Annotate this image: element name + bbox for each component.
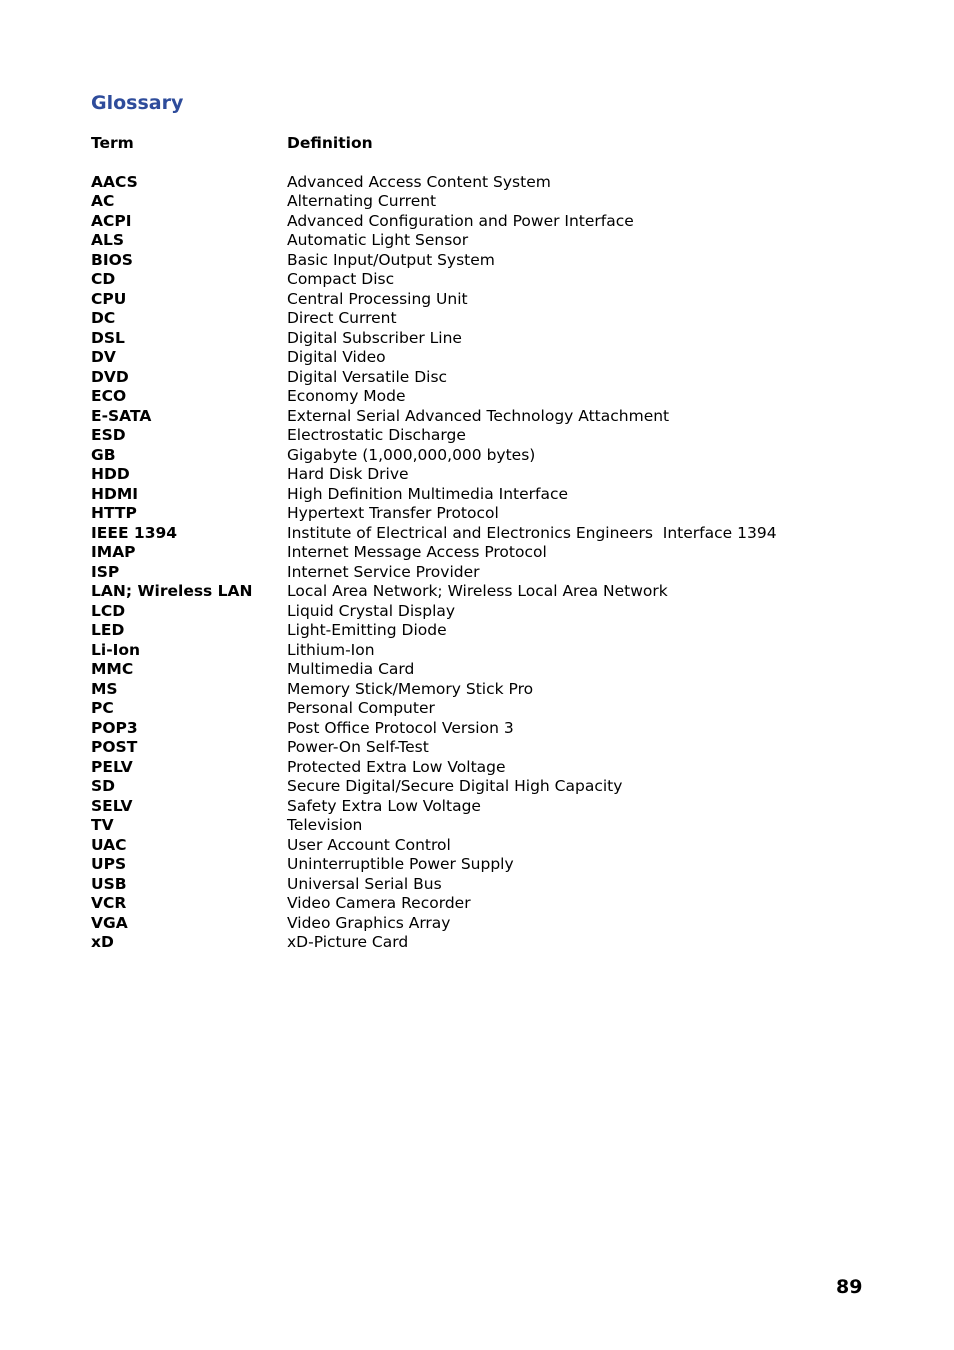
glossary-entry — [91, 407, 871, 427]
glossary-entry — [91, 738, 871, 758]
glossary-definition: Advanced Configuration and Power Interface — [287, 211, 634, 230]
glossary-definition: Post Office Protocol Version 3 — [287, 718, 514, 737]
glossary-definition: Personal Computer — [287, 699, 435, 717]
glossary-definition: xD-Picture Card — [287, 933, 409, 951]
glossary-term: GB — [91, 445, 116, 464]
glossary-entry — [91, 602, 871, 622]
glossary-definition: External Serial Advanced Technology Attachment — [287, 406, 670, 425]
glossary-header-row — [91, 134, 871, 154]
glossary-entry — [91, 251, 871, 271]
glossary-term: BIOS — [91, 250, 133, 269]
glossary-entry — [91, 504, 871, 524]
glossary-definition: User Account Control — [287, 835, 451, 854]
glossary-definition: Hypertext Transfer Protocol — [287, 504, 499, 522]
glossary-entry — [91, 582, 871, 602]
glossary-definition: Protected Extra Low Voltage — [287, 757, 506, 776]
glossary-definition: Hard Disk Drive — [287, 465, 409, 483]
glossary-entry — [91, 699, 871, 719]
glossary-term: IMAP — [91, 543, 136, 561]
glossary-term: ISP — [91, 562, 120, 581]
glossary-entry — [91, 933, 871, 953]
glossary-entry — [91, 485, 871, 505]
glossary-term: CPU — [91, 289, 127, 308]
glossary-entry — [91, 875, 871, 895]
glossary-definition: Basic Input/Output System — [287, 250, 495, 269]
glossary-term: SD — [91, 777, 116, 795]
glossary-definition: Memory Stick/Memory Stick Pro — [287, 679, 534, 698]
glossary-entry — [91, 231, 871, 251]
glossary-entry — [91, 836, 871, 856]
glossary-term: HDMI — [91, 484, 139, 503]
glossary-term: Li-Ion — [91, 640, 141, 659]
glossary-definition: Economy Mode — [287, 387, 406, 405]
glossary-entry — [91, 641, 871, 661]
page-number: 89 — [836, 1276, 863, 1298]
glossary-term: xD — [91, 933, 114, 951]
glossary-entry — [91, 914, 871, 934]
glossary-entry — [91, 855, 871, 875]
glossary-definition: Internet Message Access Protocol — [287, 543, 547, 561]
glossary-term: DV — [91, 348, 116, 366]
glossary-definition: Digital Versatile Disc — [287, 367, 448, 386]
glossary-term: DSL — [91, 328, 125, 347]
page-title: Glossary — [91, 92, 184, 114]
glossary-entry — [91, 387, 871, 407]
glossary-term: USB — [91, 874, 127, 893]
glossary-entry — [91, 212, 871, 232]
glossary-entry — [91, 563, 871, 583]
glossary-term: UAC — [91, 835, 127, 854]
glossary-term: ACPI — [91, 211, 132, 230]
glossary-definition: Gigabyte (1,000,000,000 bytes) — [287, 445, 536, 464]
glossary-definition: Television — [287, 816, 363, 834]
glossary-term: DVD — [91, 367, 129, 386]
glossary-term: PELV — [91, 757, 133, 776]
glossary-entry — [91, 894, 871, 914]
glossary-term: CD — [91, 270, 116, 288]
glossary-definition: Secure Digital/Secure Digital High Capacity — [287, 777, 623, 795]
glossary-entry — [91, 465, 871, 485]
glossary-entry — [91, 270, 871, 290]
glossary-definition: High Definition Multimedia Interface — [287, 484, 569, 503]
glossary-term: AC — [91, 192, 115, 210]
glossary-definition: Multimedia Card — [287, 660, 415, 678]
glossary-entry — [91, 680, 871, 700]
glossary-definition: Video Graphics Array — [287, 913, 451, 932]
glossary-term: LAN; Wireless LAN — [91, 582, 253, 600]
glossary-term: IEEE 1394 — [91, 523, 178, 542]
glossary-entry — [91, 290, 871, 310]
glossary-entry — [91, 368, 871, 388]
glossary-definition: Advanced Access Content System — [287, 172, 551, 191]
glossary-entry — [91, 173, 871, 193]
glossary-definition: Compact Disc — [287, 270, 395, 288]
term-column-header: Term — [91, 134, 134, 152]
glossary-term: POST — [91, 738, 138, 756]
glossary-term: MS — [91, 679, 118, 698]
glossary-term: LED — [91, 621, 125, 639]
glossary-entry — [91, 192, 871, 212]
glossary-entry — [91, 446, 871, 466]
glossary-entry — [91, 719, 871, 739]
glossary-definition: Digital Subscriber Line — [287, 328, 462, 347]
glossary-term: VCR — [91, 894, 127, 912]
glossary-term: UPS — [91, 855, 127, 873]
glossary-term: SELV — [91, 796, 133, 815]
glossary-definition: Lithium-Ion — [287, 640, 375, 659]
glossary-term: ALS — [91, 231, 125, 249]
glossary-definition: Uninterruptible Power Supply — [287, 855, 514, 873]
glossary-entry — [91, 797, 871, 817]
glossary-definition: Video Camera Recorder — [287, 894, 471, 912]
glossary-entry — [91, 816, 871, 836]
glossary-definition: Liquid Crystal Display — [287, 601, 456, 620]
glossary-definition: Alternating Current — [287, 192, 437, 210]
glossary-term: MMC — [91, 660, 134, 678]
glossary-entry — [91, 777, 871, 797]
glossary-definition: Digital Video — [287, 348, 386, 366]
glossary-term: E-SATA — [91, 406, 152, 425]
glossary-entry — [91, 426, 871, 446]
glossary-entry — [91, 329, 871, 349]
glossary-definition: Automatic Light Sensor — [287, 231, 469, 249]
definition-column-header: Definition — [287, 134, 373, 152]
glossary-entry — [91, 758, 871, 778]
glossary-term: LCD — [91, 601, 126, 620]
glossary-term: PC — [91, 699, 114, 717]
glossary-entry — [91, 543, 871, 563]
glossary-term: HTTP — [91, 504, 137, 522]
glossary-entry — [91, 660, 871, 680]
glossary-definition: Local Area Network; Wireless Local Area Network — [287, 582, 668, 600]
glossary-term: DC — [91, 309, 116, 327]
glossary-list — [91, 173, 871, 953]
glossary-definition: Power-On Self-Test — [287, 738, 429, 756]
glossary-entry — [91, 524, 871, 544]
glossary-definition: Central Processing Unit — [287, 289, 468, 308]
glossary-term: TV — [91, 816, 114, 834]
glossary-definition: Institute of Electrical and Electronics Engineers Interface 1394 — [287, 523, 777, 542]
glossary-entry — [91, 348, 871, 368]
glossary-entry — [91, 309, 871, 329]
glossary-definition: Universal Serial Bus — [287, 874, 442, 893]
glossary-term: HDD — [91, 465, 130, 483]
glossary-term: AACS — [91, 172, 138, 191]
glossary-term: POP3 — [91, 718, 138, 737]
glossary-term: ESD — [91, 426, 126, 444]
glossary-definition: Direct Current — [287, 309, 397, 327]
glossary-definition: Safety Extra Low Voltage — [287, 796, 481, 815]
glossary-definition: Internet Service Provider — [287, 562, 480, 581]
glossary-definition: Electrostatic Discharge — [287, 426, 466, 444]
glossary-entry — [91, 621, 871, 641]
glossary-definition: Light-Emitting Diode — [287, 621, 447, 639]
glossary-term: ECO — [91, 387, 127, 405]
glossary-term: VGA — [91, 913, 128, 932]
